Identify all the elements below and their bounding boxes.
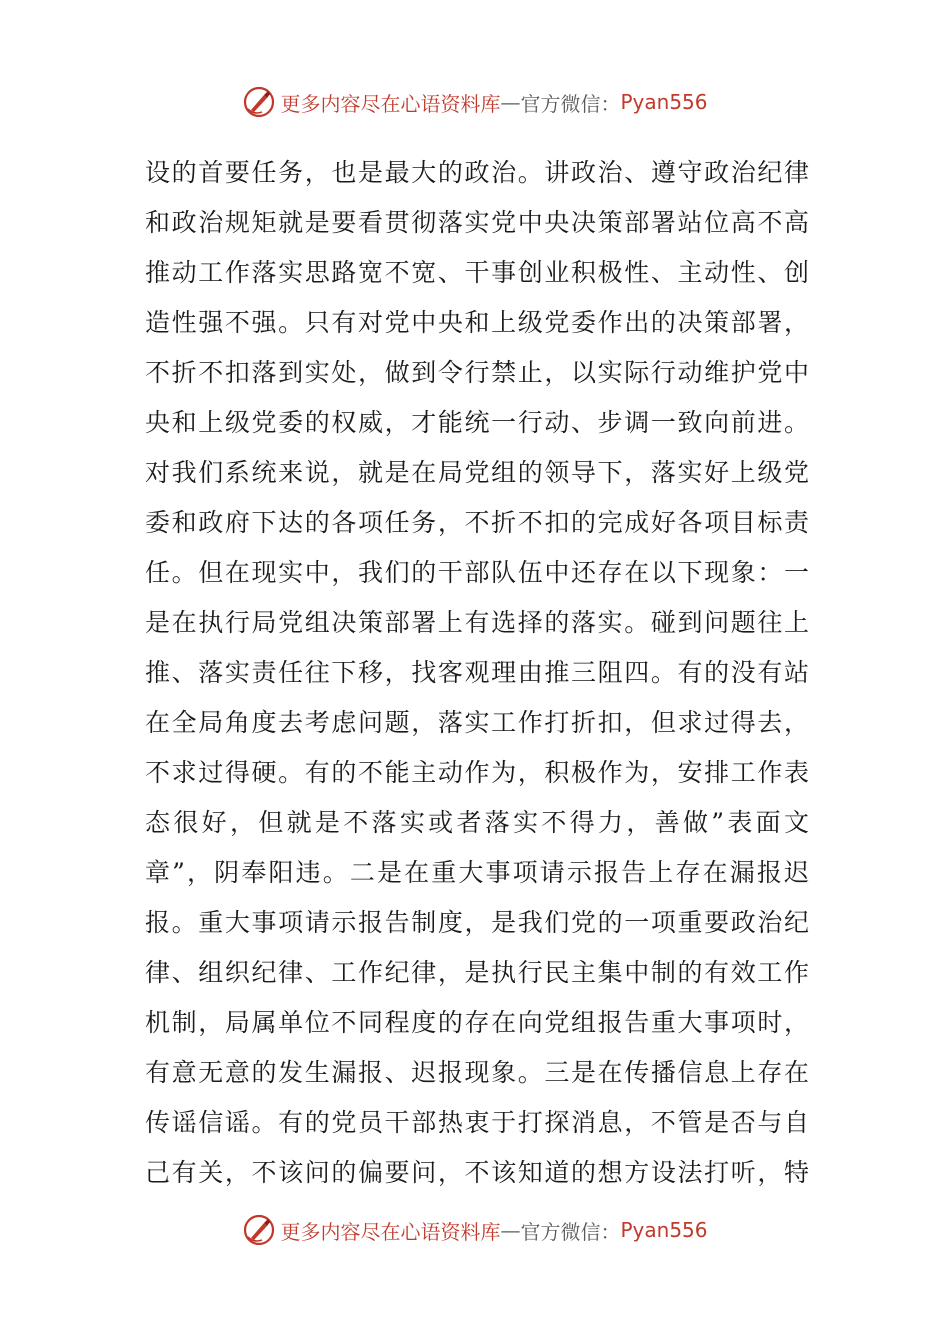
body-line: 造性强不强。只有对党中央和上级党委作出的决策部署， [145, 308, 809, 337]
document-body [145, 148, 809, 1198]
header-dash: — [500, 90, 521, 114]
header-watermark-banner [0, 82, 950, 122]
body-line: 态很好，但就是不落实或者落实不得力，善做”表面文 [145, 808, 809, 837]
body-line: 有意无意的发生漏报、迟报现象。三是在传播信息上存在 [145, 1058, 809, 1087]
body-line: 任。但在现实中，我们的干部队伍中还存在以下现象：一 [145, 558, 809, 587]
body-line: 央和上级党委的权威，才能统一行动、步调一致向前进。 [145, 408, 809, 437]
body-line: 和政治规矩就是要看贯彻落实党中央决策部署站位高不高 [145, 208, 809, 237]
footer-official-text: 官方微信： [520, 1219, 621, 1244]
footer-wechat-id: Pyan556 [620, 1218, 708, 1242]
body-line: 不折不扣落到实处，做到令行禁止，以实际行动维护党中 [145, 358, 809, 387]
header-wechat-id: Pyan556 [620, 90, 708, 114]
footer-dash: — [500, 1218, 521, 1242]
body-line: 是在执行局党组决策部署上有选择的落实。碰到问题往上 [145, 608, 809, 637]
body-line: 己有关，不该问的偏要问，不该知道的想方设法打听，特 [145, 1158, 809, 1187]
body-line: 机制，局属单位不同程度的存在向党组报告重大事项时， [145, 1008, 809, 1037]
body-line: 推、落实责任往下移，找客观理由推三阻四。有的没有站 [145, 658, 809, 687]
body-line: 报。重大事项请示报告制度，是我们党的一项重要政治纪 [145, 908, 809, 937]
body-line: 章”，阴奉阳违。二是在重大事项请示报告上存在漏报迟 [145, 858, 809, 887]
header-official-text: 官方微信： [520, 91, 621, 116]
pen-logo-icon [242, 1213, 276, 1247]
body-line: 传谣信谣。有的党员干部热衷于打探消息，不管是否与自 [145, 1108, 809, 1137]
body-line: 律、组织纪律、工作纪律，是执行民主集中制的有效工作 [145, 958, 809, 987]
body-line: 委和政府下达的各项任务，不折不扣的完成好各项目标责 [145, 508, 809, 537]
body-line: 不求过得硬。有的不能主动作为，积极作为，安排工作表 [145, 758, 809, 787]
header-site-text: 更多内容尽在心语资料库 [280, 91, 501, 116]
footer-watermark-banner [0, 1210, 950, 1250]
pen-logo-icon [242, 85, 276, 119]
footer-site-text: 更多内容尽在心语资料库 [280, 1219, 501, 1244]
body-line: 在全局角度去考虑问题，落实工作打折扣，但求过得去， [145, 708, 809, 737]
body-line: 对我们系统来说，就是在局党组的领导下，落实好上级党 [145, 458, 809, 487]
body-line: 推动工作落实思路宽不宽、干事创业积极性、主动性、创 [145, 258, 809, 287]
body-line: 设的首要任务，也是最大的政治。讲政治、遵守政治纪律 [145, 158, 809, 187]
